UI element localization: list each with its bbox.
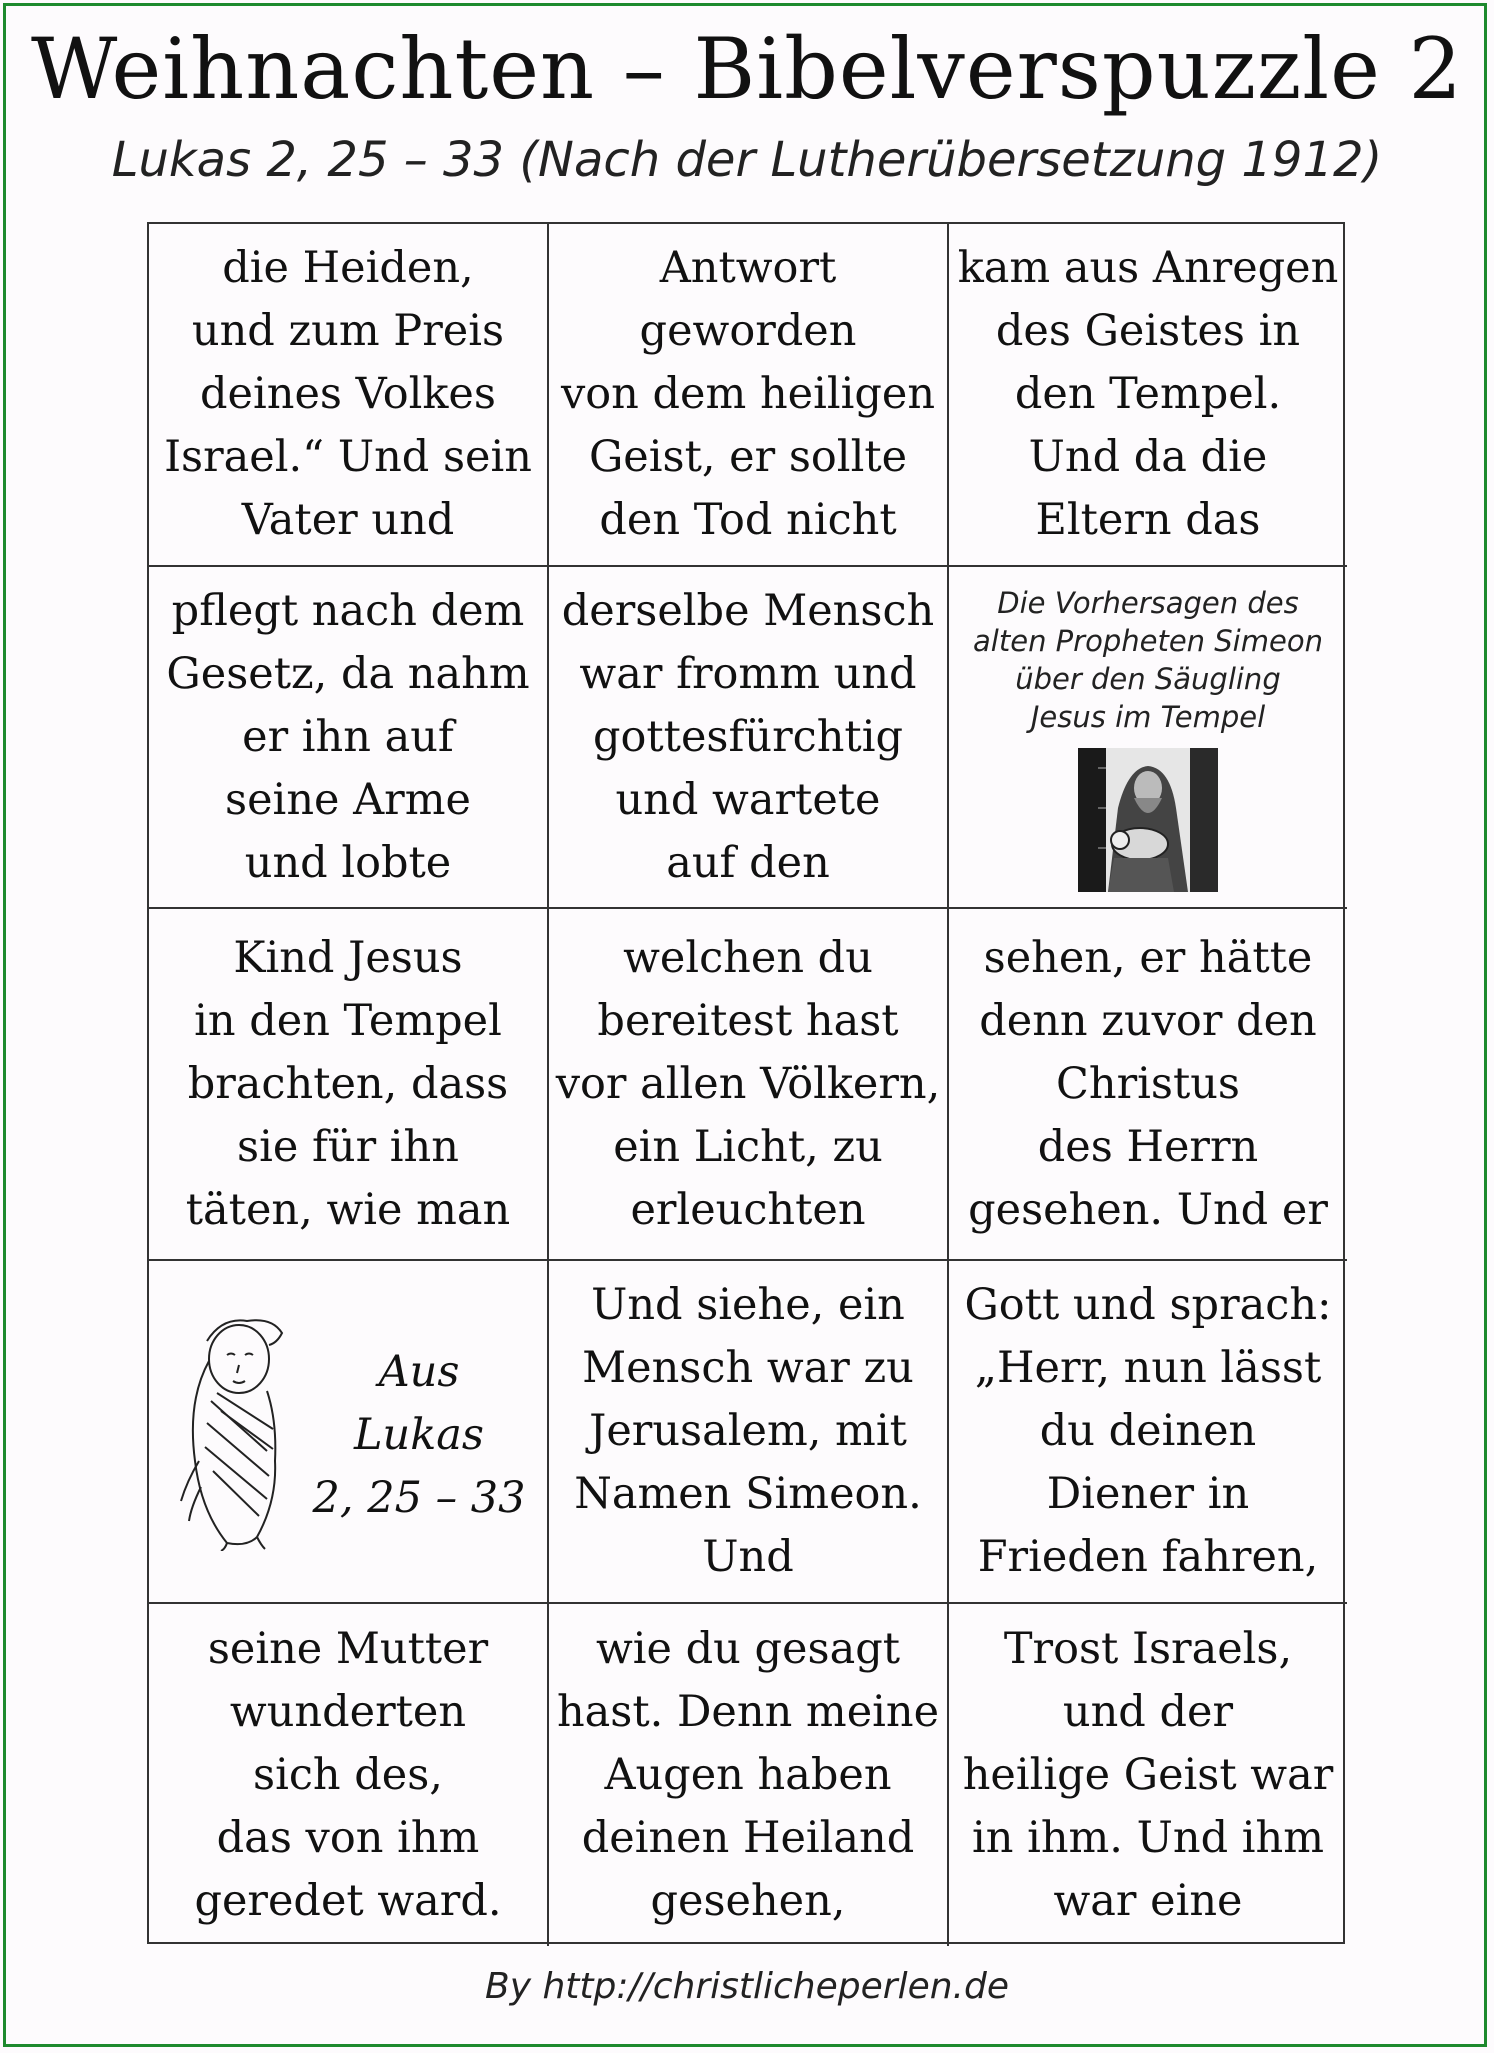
verse-text: welchen du bereitest hast vor allen Völkern, ein Licht, zu erleuchten xyxy=(555,932,941,1235)
puzzle-cell xyxy=(549,567,949,909)
puzzle-cell xyxy=(149,909,549,1261)
footer-credit: By http://christlicheperlen.de xyxy=(485,1966,1009,2007)
puzzle-grid xyxy=(147,222,1345,1944)
puzzle-cell xyxy=(549,1604,949,1946)
puzzle-cell xyxy=(149,567,549,909)
page-title: Weihnachten – Bibelverspuzzle 2 xyxy=(31,20,1463,118)
verse-text: kam aus Anregen des Geistes in den Tempel. Und da die Eltern das xyxy=(957,243,1339,545)
verse-text: wie du gesagt hast. Denn meine Augen haben deinen Heiland gesehen, xyxy=(556,1623,940,1926)
puzzle-cell xyxy=(149,224,549,567)
verse-text: die Heiden, und zum Preis deines Volkes Israel.“ Und sein Vater und xyxy=(164,243,532,545)
puzzle-cell xyxy=(949,224,1347,567)
puzzle-cell xyxy=(549,224,949,567)
verse-text: Trost Israels, und der heilige Geist war in ihm. Und ihm war eine xyxy=(962,1623,1334,1926)
puzzle-cell xyxy=(549,909,949,1261)
reference-text: Aus Lukas 2, 25 – 33 xyxy=(312,1347,526,1523)
simeon-illustration xyxy=(1078,748,1218,896)
puzzle-cell xyxy=(949,909,1347,1261)
verse-text: sehen, er hätte denn zuvor den Christus des Herrn gesehen. Und er xyxy=(968,932,1328,1235)
puzzle-cell xyxy=(549,1261,949,1604)
verse-text: seine Mutter wunderten sich des, das von ihm geredet ward. xyxy=(194,1623,502,1926)
page-subtitle: Lukas 2, 25 – 33 (Nach der Lutherübersetzung 1912) xyxy=(111,132,1383,188)
verse-text: pflegt nach dem Gesetz, da nahm er ihn auf seine Arme und lobte xyxy=(166,585,530,888)
verse-text: derselbe Mensch war fromm und gottesfürchtig und wartete auf den xyxy=(561,585,935,888)
puzzle-cell xyxy=(949,1261,1347,1604)
puzzle-cell xyxy=(949,1604,1347,1946)
verse-text: Antwort geworden von dem heiligen Geist, er sollte den Tod nicht xyxy=(560,243,936,545)
verse-text: Gott und sprach: „Herr, nun lässt du deinen Diener in Frieden fahren, xyxy=(964,1280,1332,1582)
puzzle-cell-title-image xyxy=(949,567,1347,909)
puzzle-cell-reference xyxy=(149,1261,549,1604)
verse-text: Kind Jesus in den Tempel brachten, dass sie für ihn täten, wie man xyxy=(185,932,511,1235)
puzzle-cell xyxy=(149,1604,549,1946)
baby-illustration xyxy=(177,1311,297,1555)
simeon-caption: Die Vorhersagen des alten Propheten Simeon über den Säugling Jesus im Tempel xyxy=(973,586,1323,734)
verse-text: Und siehe, ein Mensch war zu Jerusalem, mit Namen Simeon. Und xyxy=(574,1280,922,1582)
